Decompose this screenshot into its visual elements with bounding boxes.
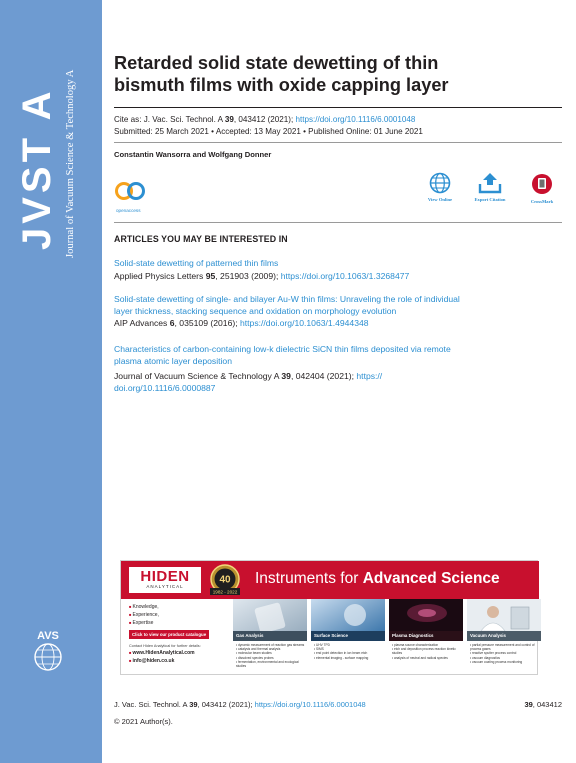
citation-line: Cite as: J. Vac. Sci. Technol. A 39, 043412 (2021); https://doi.org/10.1116/6.0001048 xyxy=(114,115,416,124)
export-citation-label: Export Citation xyxy=(474,197,506,202)
dates-line: Submitted: 25 March 2021 • Accepted: 13 May 2021 • Published Online: 01 June 2021 xyxy=(114,127,423,136)
ad-contact: Contact Hiden Analytical for further details: xyxy=(129,644,201,648)
related-article-title[interactable]: Solid-state dewetting of single- and bilayer Au-W thin films: Unraveling the role of individual layer thickness, stacking sequence and oxidation on morphology evolution xyxy=(114,294,460,316)
hiden-logo xyxy=(129,567,201,593)
crossmark-button[interactable] xyxy=(518,172,566,204)
title-divider xyxy=(114,107,562,108)
open-access-label: openaccess xyxy=(116,208,141,213)
ad-bullet: ■ Experience, xyxy=(129,611,233,619)
panel-list: • dynamic measurement of reaction gas streams • catalysis and thermal analysis • molecular beam studies • dissolved species probes • fermentation, environmental and ecological studies xyxy=(236,643,306,668)
footer-doi-link[interactable]: https://doi.org/10.1116/6.0001048 xyxy=(254,700,366,709)
avs-logo xyxy=(28,628,68,672)
avs-logo-text: AVS xyxy=(37,630,59,642)
ad-slogan: Instruments for Advanced Science xyxy=(255,570,500,587)
panel-list: • partial pressure measurement and control of process gases • reactive sputter process control • vacuum diagnostics • vacuum coating process monitoring xyxy=(470,643,540,664)
view-online-button[interactable] xyxy=(416,172,464,202)
plasma-diagnostics-panel[interactable] xyxy=(389,599,463,675)
related-article-ref: AIP Advances 6, 035109 (2016); https://doi.org/10.1063/1.4944348 xyxy=(114,318,369,329)
ad-banner xyxy=(121,561,539,599)
journal-sidebar xyxy=(0,0,102,763)
ad-website[interactable]: ■ www.HidenAnalytical.com xyxy=(129,650,233,656)
icons-divider xyxy=(114,222,562,223)
anniversary-years: 40 xyxy=(219,574,231,586)
export-icon xyxy=(478,172,502,194)
ad-bullet: ■ Knowledge, xyxy=(129,603,233,611)
footer-citation: J. Vac. Sci. Technol. A 39, 043412 (2021); https://doi.org/10.1116/6.0001048 39, 043412 xyxy=(114,700,562,709)
ad-bullet: ■ Expertise xyxy=(129,619,233,627)
paper-title-line2: bismuth films with oxide capping layer xyxy=(114,75,449,95)
catalogue-button[interactable]: Click to view our product catalogue xyxy=(129,630,209,639)
globe-icon xyxy=(429,172,451,194)
meta-divider xyxy=(114,142,562,143)
related-article-title[interactable]: Solid-state dewetting of patterned thin films xyxy=(114,258,279,268)
view-online-label: View Online xyxy=(427,197,453,202)
related-article-doi[interactable]: https://doi.org/10.1063/1.4944348 xyxy=(240,318,369,329)
paper-doi-link[interactable]: https://doi.org/10.1116/6.0001048 xyxy=(295,115,416,124)
panel-tag: Vacuum Analysis xyxy=(470,633,506,638)
hiden-logo-text: HIDEN xyxy=(140,568,190,585)
related-article xyxy=(114,294,560,330)
export-citation-button[interactable] xyxy=(466,172,514,202)
anniversary-range: 1982 - 2022 xyxy=(212,589,238,595)
crossmark-label: CrossMark xyxy=(530,199,554,204)
panel-list: • UHV TPD • SIMS • end point detection in ion beam etch • elemental imaging - surface mapping xyxy=(314,643,384,660)
journal-name-text: Journal of Vacuum Science & Technology A xyxy=(65,69,76,258)
vacuum-analysis-panel[interactable] xyxy=(467,599,541,675)
action-icons xyxy=(114,170,562,213)
surface-science-panel[interactable] xyxy=(311,599,385,675)
related-article-ref: Journal of Vacuum Science & Technology A 39, 042404 (2021); https:// doi.org/10.1116/6.0000887 xyxy=(114,371,383,393)
panel-tag: Gas Analysis xyxy=(236,633,264,638)
ad-email[interactable]: ■ info@hiden.co.uk xyxy=(129,658,233,664)
copyright: © 2021 Author(s). xyxy=(114,717,173,726)
crossmark-icon xyxy=(531,172,553,196)
journal-name-vertical xyxy=(60,60,78,260)
anniversary-badge xyxy=(207,563,243,597)
ad-info xyxy=(129,603,233,673)
paper-title-line1: Retarded solid state dewetting of thin xyxy=(114,53,439,73)
panel-list: • plasma source characterization • etch and deposition process reaction kinetic studies • analysis of neutral and radical species xyxy=(392,643,462,660)
panel-tag: Plasma Diagnostics xyxy=(392,633,434,638)
jvst-logo-text: JVST A xyxy=(15,87,59,250)
related-article xyxy=(114,344,560,394)
related-article xyxy=(114,258,560,282)
related-article-doi[interactable]: https:// doi.org/10.1116/6.0000887 xyxy=(114,371,383,393)
jvst-logo xyxy=(15,66,59,252)
related-articles-heading: ARTICLES YOU MAY BE INTERESTED IN xyxy=(114,234,288,244)
open-access-icon xyxy=(114,180,148,204)
open-access-badge[interactable] xyxy=(114,180,148,213)
gas-analysis-panel[interactable] xyxy=(233,599,307,675)
paper-title xyxy=(114,52,554,96)
authors: Constantin Wansorra and Wolfgang Donner xyxy=(114,150,272,159)
panel-tag: Surface Science xyxy=(314,633,348,638)
related-article-doi[interactable]: https://doi.org/10.1063/1.3268477 xyxy=(280,270,410,281)
related-article-title[interactable]: Characteristics of carbon-containing low-k dielectric SiCN thin films deposited via remote plasma atomic layer deposition xyxy=(114,344,451,366)
footer-volume: 39, 043412 xyxy=(524,700,562,709)
hiden-advertisement[interactable] xyxy=(120,560,538,675)
related-article-ref: Applied Physics Letters 95, 251903 (2009); https://doi.org/10.1063/1.3268477 xyxy=(114,270,410,281)
hiden-logo-sub: ANALYTICAL xyxy=(146,584,184,589)
